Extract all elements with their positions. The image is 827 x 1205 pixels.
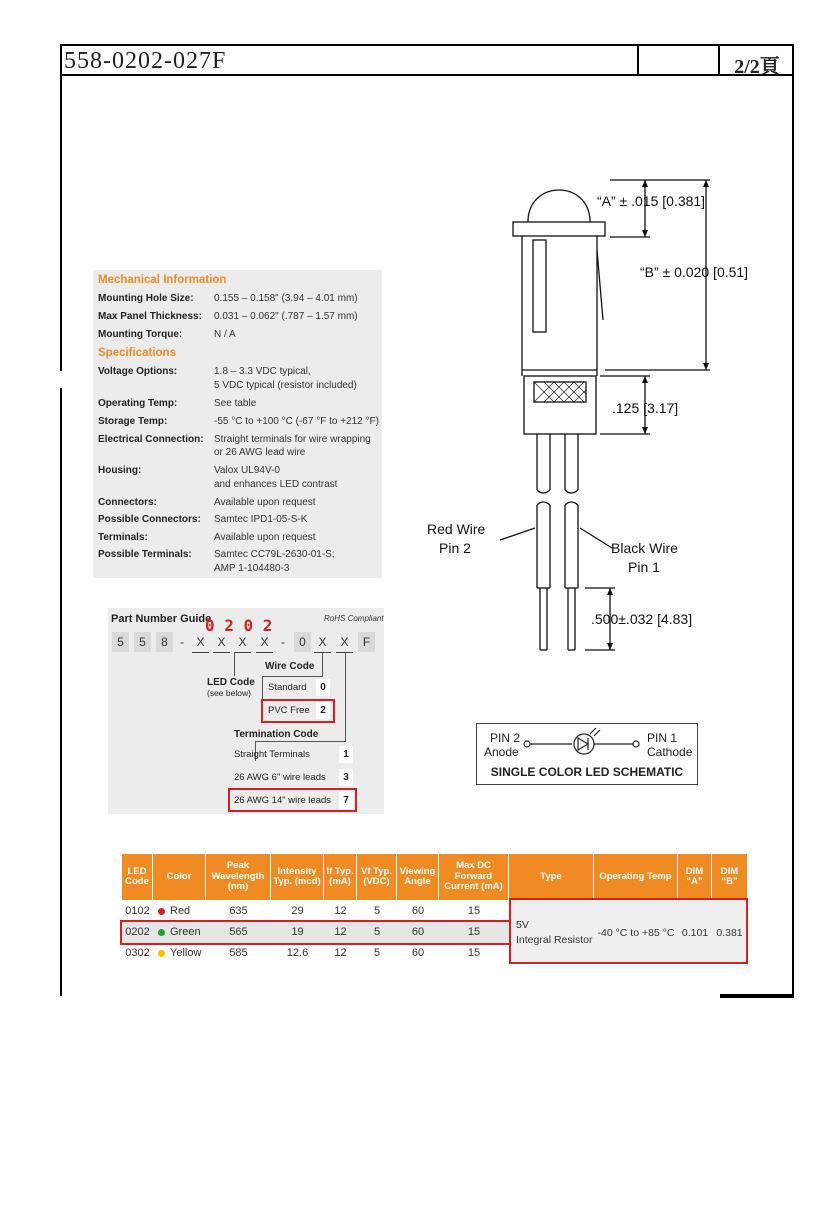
dim-125-label: .125 [3.17] xyxy=(612,400,679,416)
cell-intensity: 29 xyxy=(291,905,304,917)
spec-value: Valox UL94V-0 xyxy=(214,465,280,476)
cell-code: 0102 xyxy=(125,905,150,917)
spec-value: Available upon request xyxy=(214,532,316,543)
black-wire-pin-label: Pin 1 xyxy=(628,559,660,575)
color-name: Green xyxy=(170,926,201,938)
highlight-box xyxy=(228,788,357,812)
spec-value: Available upon request xyxy=(214,497,316,508)
spec-label: Mounting Torque: xyxy=(98,329,183,340)
spec-label: Possible Connectors: xyxy=(98,514,201,525)
termination-value: 1 xyxy=(339,746,353,763)
pn-dash: - xyxy=(281,635,285,649)
col-header: Peak Wavelength (nm) xyxy=(206,854,271,900)
highlight-box xyxy=(509,898,748,964)
spec-value: or 26 AWG lead wire xyxy=(214,447,306,458)
wire-code-value: 2 xyxy=(316,702,330,719)
header-divider xyxy=(718,44,720,76)
cell-code: 0302 xyxy=(125,947,150,959)
red-wire-pin-label: Pin 2 xyxy=(439,540,471,556)
spec-value: AMP 1-104480-3 xyxy=(214,563,290,574)
pn-char: X xyxy=(314,632,331,653)
cell-max: 15 xyxy=(467,947,481,959)
col-header: DIM “A” xyxy=(678,854,712,900)
cell-angle: 60 xyxy=(411,926,425,938)
cell-color xyxy=(158,947,208,959)
pn-char: 5 xyxy=(112,632,129,652)
col-header: Vf Typ. (VDC) xyxy=(357,854,397,900)
termination-value: 7 xyxy=(339,792,353,809)
schematic-caption: SINGLE COLOR LED SCHEMATIC xyxy=(490,765,684,779)
pn-char: X xyxy=(192,632,209,653)
wire-code-value: 0 xyxy=(316,679,330,696)
cell-if: 12 xyxy=(334,926,347,938)
cell-angle: 60 xyxy=(411,947,425,959)
pin2-label: PIN 2 xyxy=(490,731,521,745)
cell-wave: 565 xyxy=(229,926,248,938)
led-dimension-drawing xyxy=(400,160,800,660)
pn-char: X xyxy=(336,632,353,653)
spec-value: Samtec CC79L-2630-01-S; xyxy=(214,549,335,560)
col-header: DIM “B” xyxy=(712,854,747,900)
led-code-label: LED Code xyxy=(207,677,255,688)
page-border-left xyxy=(60,76,62,371)
color-dot-icon xyxy=(158,950,165,957)
mechanical-title: Mechanical Information xyxy=(98,274,227,286)
color-dot-icon xyxy=(158,908,165,915)
highlight-box xyxy=(120,920,511,945)
spec-label: Mounting Hole Size: xyxy=(98,293,194,304)
cathode-label: Cathode xyxy=(647,745,693,759)
col-header: Type xyxy=(509,854,594,900)
wire-code-label: Standard xyxy=(268,682,307,693)
cell-wave: 585 xyxy=(229,947,248,959)
cell-wave: 635 xyxy=(229,905,248,917)
spec-label: Voltage Options: xyxy=(98,366,178,377)
connector-line xyxy=(234,653,235,676)
spec-value: -55 °C to +100 °C (-67 °F to +212 °F) xyxy=(214,416,379,427)
led-table-header xyxy=(122,854,747,900)
col-header: Intensity Typ. (mcd) xyxy=(271,854,324,900)
cell-max: 15 xyxy=(467,905,481,917)
dim-b-label: “B” ± 0.020 [0.51] xyxy=(640,264,749,280)
spec-label: Connectors: xyxy=(98,497,157,508)
dim-b-value: 0.381 xyxy=(716,927,743,939)
spec-value: N / A xyxy=(214,329,236,340)
pn-char: X xyxy=(234,632,251,653)
dim-500-label: .500±.032 [4.83] xyxy=(591,611,693,627)
pn-char: X xyxy=(256,632,273,653)
col-header: Operating Temp xyxy=(594,854,678,900)
spec-label: Terminals: xyxy=(98,532,148,543)
handwritten-annotation: 0 2 0 2 xyxy=(205,616,273,635)
doc-number: 558-0202-027F xyxy=(64,48,227,74)
cell-code: 0202 xyxy=(125,926,150,938)
spec-value: Straight terminals for wire wrapping xyxy=(214,434,371,445)
spec-label: Max Panel Thickness: xyxy=(98,311,202,322)
spec-label: Housing: xyxy=(98,465,142,476)
header-divider xyxy=(637,44,639,76)
connector-line xyxy=(255,741,346,742)
anode-label: Anode xyxy=(484,745,519,759)
cell-vf: 5 xyxy=(373,947,381,959)
wire-code-title: Wire Code xyxy=(265,661,315,672)
led-symbol-icon xyxy=(520,726,650,760)
termination-label: 26 AWG 6" wire leads xyxy=(234,772,326,783)
cell-vf: 5 xyxy=(373,905,381,917)
led-code-sub: (see below) xyxy=(207,688,251,698)
pn-char: 5 xyxy=(134,632,151,652)
specifications-title: Specifications xyxy=(98,347,176,359)
dim-a-value: 0.101 xyxy=(681,927,709,939)
pn-char: X xyxy=(213,632,230,653)
color-name: Yellow xyxy=(170,947,202,959)
connector-line xyxy=(345,653,346,741)
dim-a-label: “A” ± .015 [0.381] xyxy=(597,193,706,209)
pn-dash: - xyxy=(180,635,184,649)
spec-label: Operating Temp: xyxy=(98,398,178,409)
operating-temp: -40 °C to +85 °C xyxy=(597,927,675,939)
pn-char: 8 xyxy=(156,632,173,652)
wire-code-label: PVC Free xyxy=(268,705,310,716)
connector-line xyxy=(322,653,323,676)
page-indicator: 2/2頁 xyxy=(734,56,780,78)
pin1-label: PIN 1 xyxy=(647,731,678,745)
cell-color xyxy=(158,905,208,917)
termination-value: 3 xyxy=(339,769,353,786)
black-wire-label: Black Wire xyxy=(611,540,678,556)
cell-if: 12 xyxy=(334,947,347,959)
termination-label: Straight Terminals xyxy=(234,749,310,760)
spec-value: 0.031 – 0.062" (.787 – 1.57 mm) xyxy=(214,311,358,322)
spec-value: and enhances LED contrast xyxy=(214,479,338,490)
spec-value: See table xyxy=(214,398,257,409)
termination-label: 26 AWG 14" wire leads xyxy=(234,795,332,806)
cell-intensity: 12.6 xyxy=(286,947,309,959)
connector-line xyxy=(262,676,323,677)
pn-char: F xyxy=(358,632,375,652)
spec-label: Possible Terminals: xyxy=(98,549,192,560)
col-header: Viewing Angle xyxy=(397,854,439,900)
termination-title: Termination Code xyxy=(234,729,319,740)
cell-max: 15 xyxy=(467,926,481,938)
rohs-label: RoHS Compliant xyxy=(324,614,384,623)
highlight-box xyxy=(261,699,335,723)
color-name: Red xyxy=(170,905,191,917)
type-line1: 5V xyxy=(516,919,529,931)
col-header: LED Code xyxy=(122,854,153,900)
spec-value: Samtec IPD1-05-S-K xyxy=(214,514,308,525)
spec-label: Electrical Connection: xyxy=(98,434,204,445)
type-line2: Integral Resistor xyxy=(516,934,593,946)
col-header: Max DC Forward Current (mA) xyxy=(439,854,509,900)
col-header: If Typ. (mA) xyxy=(324,854,357,900)
red-wire-label: Red Wire xyxy=(427,521,486,537)
pn-char: 0 xyxy=(294,632,311,652)
spec-label: Storage Temp: xyxy=(98,416,168,427)
cell-angle: 60 xyxy=(411,905,425,917)
spec-value: 0.155 – 0.158" (3.94 – 4.01 mm) xyxy=(214,293,358,304)
col-header: Color xyxy=(153,854,206,900)
spec-value: 5 VDC typical (resistor included) xyxy=(214,380,357,391)
page-border-left xyxy=(60,388,62,996)
spec-value: 1.8 – 3.3 VDC typical, xyxy=(214,366,311,377)
page-border-bottom xyxy=(720,994,794,998)
cell-intensity: 19 xyxy=(291,926,304,938)
part-guide-title: Part Number Guide xyxy=(111,613,212,625)
cell-vf: 5 xyxy=(373,926,381,938)
cell-if: 12 xyxy=(334,905,347,917)
